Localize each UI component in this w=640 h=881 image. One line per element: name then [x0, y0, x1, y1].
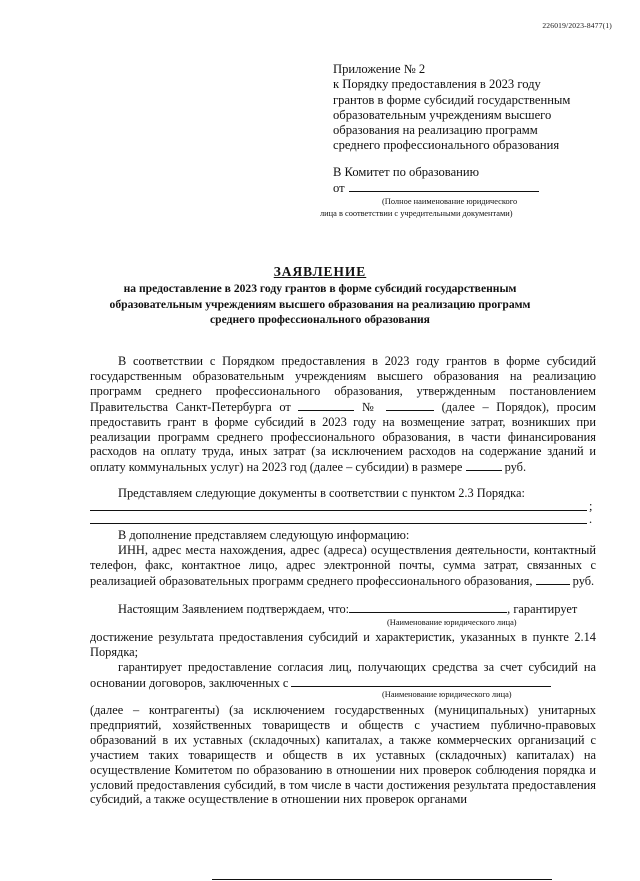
- paragraph-text: гарантирует предоставление согласия лиц, получающих средства за счет субсидий на основании договоров, заключенных с: [90, 660, 596, 690]
- paragraph-text: , гарантирует: [507, 602, 578, 616]
- paragraph-inn-info: [90, 543, 596, 589]
- document-registration-stamp: 226019/2023-8477(1): [542, 21, 612, 30]
- paragraph-documents: Представляем следующие документы в соответствии с пунктом 2.3 Порядка:: [118, 486, 525, 500]
- documents-line-2[interactable]: [90, 523, 587, 524]
- contractor-entity-field[interactable]: [291, 675, 551, 687]
- appendix-line: к Порядку предоставления в 2023 году: [333, 77, 541, 92]
- appendix-line: образовательным учреждениям высшего: [333, 107, 552, 122]
- appendix-line: Приложение № 2: [333, 62, 426, 76]
- addressee-from-row: [333, 180, 539, 196]
- addressee-note: лица в соответствии с учредительными документами): [320, 209, 513, 218]
- addressee-note: (Полное наименование юридического: [382, 197, 518, 206]
- grant-amount-field[interactable]: [466, 459, 502, 471]
- paragraph-confirmation: [90, 601, 596, 617]
- paragraph-additional-info: В дополнение представляем следующую информацию:: [118, 528, 410, 542]
- paragraph-contractors: (далее – контрагенты) (за исключением государственных (муниципальных) унитарных предприятий, хозяйственных товариществ и обществ с участием публично-правовых образований в их уставных (складочных) капиталах, а также коммерческих организаций с участием таких товариществ и обществ в их уставных (складочных) капиталах) на осуществление Комитетом по образованию в отношении них проверок соблюдения порядка и условий предоставления субсидий, в том числе в части достижения результата предоставления субсидий, а также осуществление в отношении них проверок органами: [90, 703, 596, 807]
- paragraph-text: №: [362, 399, 379, 414]
- paragraph-guarantee: достижение результата предоставления субсидий и характеристик, указанных в пункте 2.14 Порядка;: [90, 630, 596, 659]
- punctuation: ;: [589, 499, 593, 513]
- documents-line-1[interactable]: [90, 510, 587, 511]
- punctuation: .: [589, 512, 593, 526]
- paragraph-text: руб.: [504, 460, 527, 475]
- decree-number-field[interactable]: [386, 399, 434, 411]
- addressee-from-label: от: [333, 181, 345, 195]
- subtitle-line: среднего профессионального образования: [210, 313, 430, 326]
- document-title: ЗАЯВЛЕНИЕ: [273, 264, 367, 279]
- appendix-line: грантов в форме субсидий государственным: [333, 92, 571, 107]
- costs-amount-field[interactable]: [536, 573, 570, 585]
- paragraph-request: [90, 354, 596, 475]
- legal-entity-name-field[interactable]: [349, 601, 507, 613]
- decree-date-field[interactable]: [298, 399, 354, 411]
- legal-entity-note: (Наименование юридического лица): [382, 690, 512, 699]
- subtitle-line: на предоставление в 2023 году грантов в форме субсидий государственным: [123, 282, 517, 295]
- subtitle-line: образовательным учреждениям высшего образования на реализацию программ: [109, 297, 531, 311]
- paragraph-text: ИНН, адрес места нахождения, адрес (адреса) осуществления деятельности, контактный телефон, факс, контактное лицо, адрес электронной почты, сумма затрат, связанных с реализацией образовательных программ среднего профессионального образования,: [90, 543, 596, 588]
- document-subtitle: [80, 281, 560, 328]
- legal-entity-note: (Наименование юридического лица): [387, 618, 517, 627]
- paragraph-text: В соответствии с Порядком предоставления в 2023 году грантов в форме субсидий государственным образовательным учреждениям высшего образования на реализацию программ среднего профессионального образования, утвержденным постановлением Правительства Санкт-Петербурга от: [90, 354, 596, 414]
- page-bottom-rule: [212, 879, 552, 880]
- organization-name-field[interactable]: [349, 181, 539, 192]
- paragraph-text: (далее – Порядок), просим предоставить грант в форме субсидий в 2023 году на возмещение затрат, возникших при реализации программ среднего профессионального образования, в части финансирования расходов на оплату труда, иных затрат (за исключением расходов на содержание зданий и оплату коммунальных услуг) на 2023 год (далее – субсидии) в размере: [90, 399, 596, 475]
- addressee-to: В Комитет по образованию: [333, 165, 480, 179]
- addressee-block: [333, 164, 539, 196]
- paragraph-text: руб.: [572, 573, 595, 588]
- appendix-line: среднего профессионального образования: [333, 138, 560, 153]
- appendix-header: [333, 62, 570, 154]
- paragraph-text: Настоящим Заявлением подтверждаем, что:: [118, 602, 350, 616]
- appendix-line: образования на реализацию программ: [333, 123, 538, 138]
- paragraph-consent: [90, 660, 596, 691]
